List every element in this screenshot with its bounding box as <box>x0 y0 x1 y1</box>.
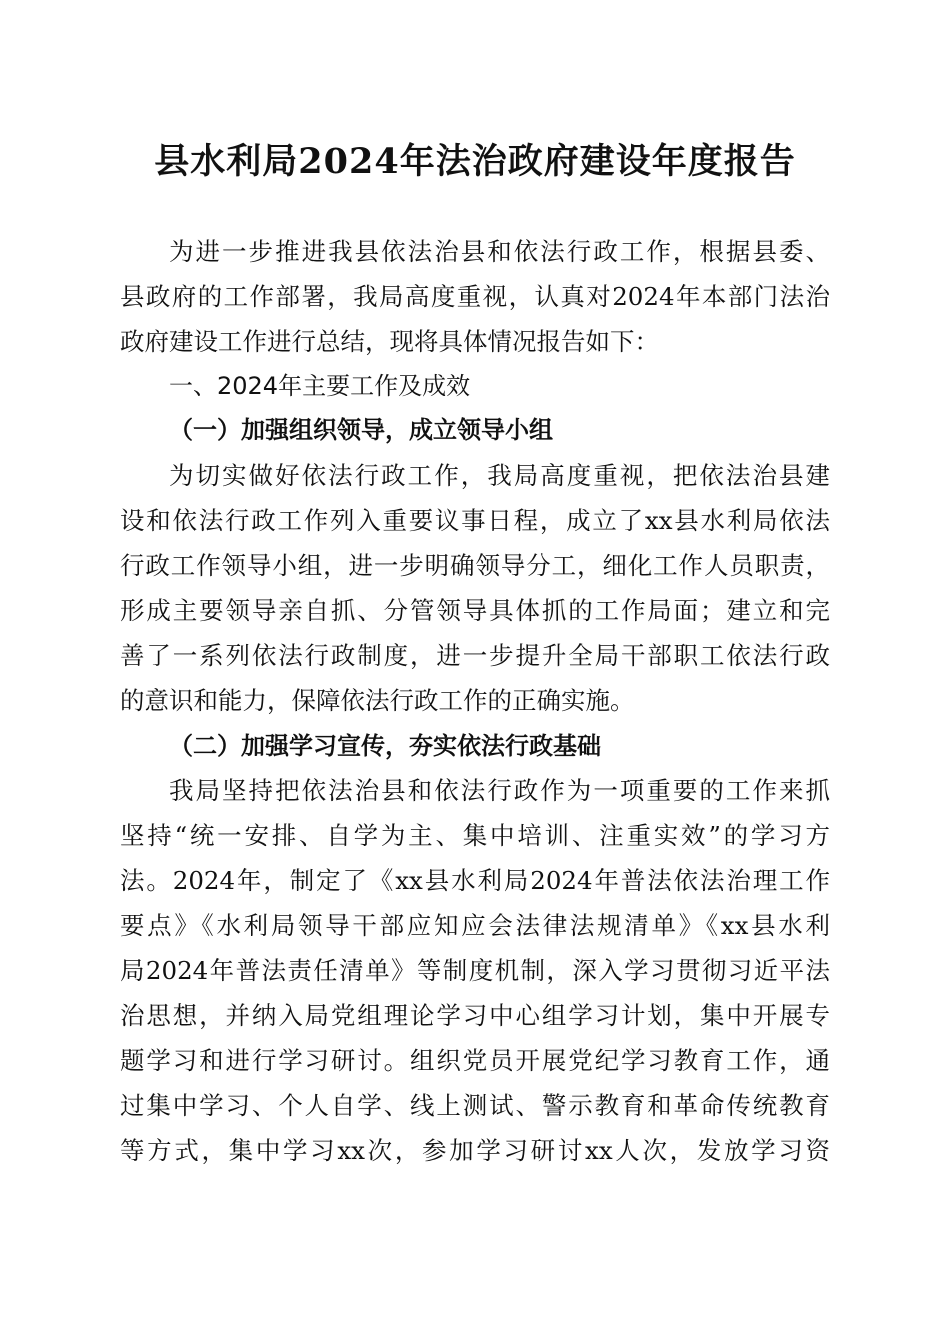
sub2-line-3: 法。2024年，制定了《xx县水利局2024年普法依法治理工作 <box>120 866 830 895</box>
sub2-line-2: 坚持“统一安排、自学为主、集中培训、注重实效”的学习方 <box>120 821 830 850</box>
intro-line-3: 政府建设工作进行总结，现将具体情况报告如下： <box>120 327 659 356</box>
sub2-line-5: 局2024年普法责任清单》等制度机制，深入学习贯彻习近平法 <box>120 956 830 985</box>
subsection-heading-1: （一）加强组织领导，成立领导小组 <box>169 415 553 444</box>
sub2-line-4: 要点》《水利局领导干部应知应会法律法规清单》《xx县水利 <box>120 911 830 940</box>
sub1-line-4: 形成主要领导亲自抓、分管领导具体抓的工作局面；建立和完 <box>120 596 830 625</box>
intro-line-2: 县政府的工作部署，我局高度重视，认真对2024年本部门法治 <box>120 282 830 311</box>
sub2-line-8: 过集中学习、个人自学、线上测试、警示教育和革命传统教育 <box>120 1091 830 1120</box>
sub1-line-2: 设和依法行政工作列入重要议事日程，成立了xx县水利局依法 <box>120 506 830 535</box>
document-title: 县水利局2024年法治政府建设年度报告 <box>154 141 796 182</box>
sub2-line-9: 等方式，集中学习xx次，参加学习研讨xx人次，发放学习资 <box>120 1136 830 1165</box>
intro-line-1: 为进一步推进我县依法治县和依法行政工作，根据县委、 <box>169 237 830 266</box>
subsection-heading-2: （二）加强学习宣传，夯实依法行政基础 <box>169 731 601 760</box>
sub1-line-1: 为切实做好依法行政工作，我局高度重视，把依法治县建 <box>169 461 830 490</box>
sub1-line-5: 善了一系列依法行政制度，进一步提升全局干部职工依法行政 <box>120 641 830 670</box>
sub2-line-1: 我局坚持把依法治县和依法行政作为一项重要的工作来抓 <box>169 776 830 805</box>
sub2-line-7: 题学习和进行学习研讨。组织党员开展党纪学习教育工作，通 <box>120 1046 830 1075</box>
section-heading-1: 一、2024年主要工作及成效 <box>169 372 471 400</box>
sub1-line-6: 的意识和能力，保障依法行政工作的正确实施。 <box>120 686 635 715</box>
sub1-line-3: 行政工作领导小组，进一步明确领导分工，细化工作人员职责， <box>120 551 830 580</box>
sub2-line-6: 治思想，并纳入局党组理论学习中心组学习计划，集中开展专 <box>120 1001 830 1030</box>
